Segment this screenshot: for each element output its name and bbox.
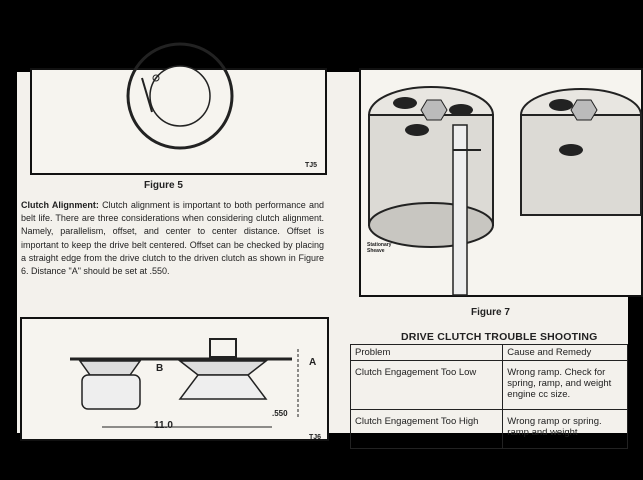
problem-cell: Clutch Engagement Too Low bbox=[351, 361, 503, 410]
figure-5-drawing bbox=[32, 70, 325, 173]
table-row bbox=[351, 410, 628, 449]
figure-6-tag: TJ6 bbox=[308, 434, 321, 441]
figure-7-drawing bbox=[361, 70, 641, 295]
figure-5-caption: Figure 5 bbox=[144, 180, 183, 191]
clutch-alignment-paragraph bbox=[21, 199, 324, 278]
figure-6-label-b: B bbox=[156, 363, 164, 374]
figure-6-center-dimension: 11.0 bbox=[154, 420, 173, 431]
header-problem: Problem bbox=[351, 345, 503, 361]
figure-7-caption: Figure 7 bbox=[471, 307, 510, 318]
figure-6-label-a: A bbox=[309, 357, 317, 368]
table-row bbox=[351, 361, 628, 410]
remedy-cell: Wrong ramp or spring. ramp and weight bbox=[503, 410, 628, 449]
problem-cell: Clutch Engagement Too High bbox=[351, 410, 503, 449]
clutch-alignment-title: Clutch Alignment: bbox=[21, 200, 99, 210]
figure-7-frame bbox=[359, 68, 643, 297]
figure-5-tag: TJ5 bbox=[304, 162, 317, 169]
table-header-row bbox=[351, 345, 628, 361]
figure-5-frame bbox=[30, 68, 327, 175]
stationary-sheave-label: Stationary Sheave bbox=[367, 242, 392, 254]
remedy-cell: Wrong ramp. Check for spring, ramp, and weight engine cc size. bbox=[503, 361, 628, 410]
trouble-shooting-title: DRIVE CLUTCH TROUBLE SHOOTING bbox=[401, 331, 598, 343]
manual-page bbox=[17, 72, 628, 441]
header-cause-remedy: Cause and Remedy bbox=[503, 345, 628, 361]
figure-6-offset-dimension: .550 bbox=[272, 409, 288, 418]
clutch-alignment-body: Clutch alignment is important to both performance and belt life. There are three considerations when considering clutch alignment. Namely, parallelism, offset, and center to center distance. Offset is important to keep the drive belt centered. Offset can be checked by placing a straight edge from the drive clutch to the driven clutch as shown in Figure 6. Distance "A" should be set at .550. bbox=[21, 200, 324, 277]
trouble-shooting-table bbox=[350, 344, 628, 449]
figure-6-frame bbox=[20, 317, 329, 441]
figure-6-drawing bbox=[22, 319, 327, 439]
